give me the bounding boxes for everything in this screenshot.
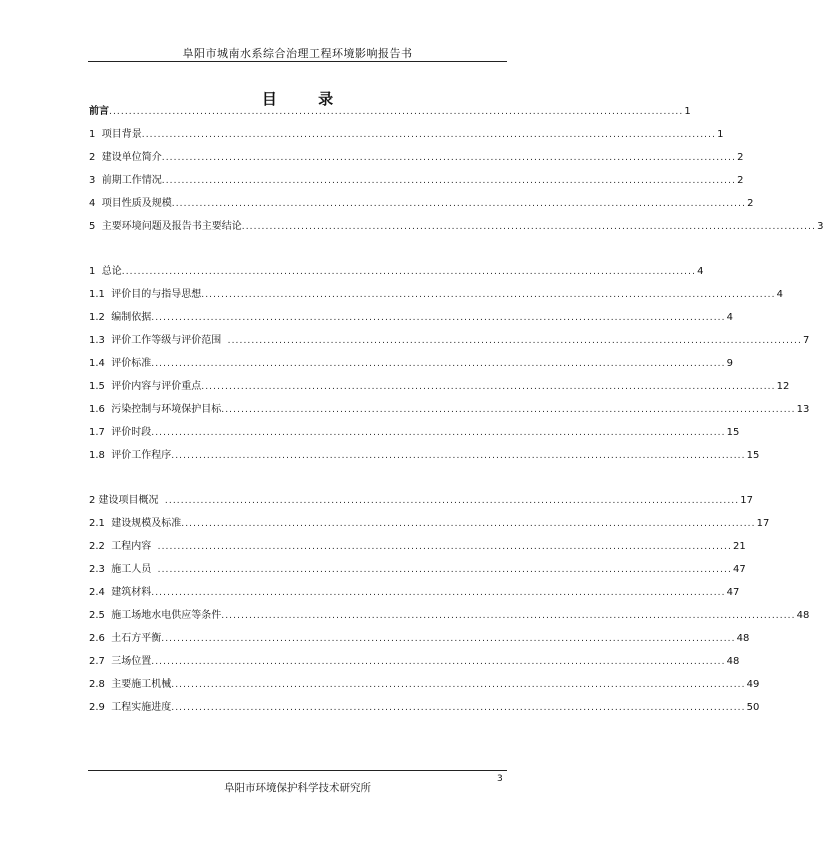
toc-entry[interactable] bbox=[89, 540, 746, 554]
toc-entry-page: 2 bbox=[737, 175, 744, 186]
toc-entry[interactable] bbox=[89, 128, 724, 142]
toc-leader-dots: ................................................................................................................................................. bbox=[151, 313, 726, 323]
toc-entry-label: 1.7 评价时段 bbox=[89, 427, 152, 438]
toc-entry-label: 2.5 施工场地水电供应等条件 bbox=[89, 610, 222, 621]
toc-entry[interactable] bbox=[89, 288, 783, 302]
toc-entry[interactable] bbox=[89, 357, 733, 371]
toc-entry-label: 2.4 建筑材料 bbox=[89, 587, 152, 598]
toc-entry-label: 4 项目性质及规模 bbox=[89, 198, 172, 209]
toc-entry-page: 12 bbox=[776, 381, 790, 392]
toc-leader-dots: ................................................................................................................................................. bbox=[151, 428, 726, 438]
toc-entry-label: 1.2 编制依据 bbox=[89, 312, 152, 323]
toc-entry-label: 5 主要环境问题及报告书主要结论 bbox=[89, 221, 242, 232]
toc-leader-dots: ................................................................................................................................................. bbox=[221, 405, 796, 415]
toc-entry-page: 1 bbox=[684, 106, 691, 117]
toc-leader-dots: ................................................................................................................................................. bbox=[151, 657, 726, 667]
toc-leader-dots: ................................................................................................................................................. bbox=[161, 176, 737, 186]
toc-leader-dots: ................................................................................................................................................. bbox=[201, 290, 776, 300]
toc-entry[interactable] bbox=[89, 655, 740, 669]
toc-entry-page: 13 bbox=[796, 404, 810, 415]
toc-entry-label: 前言 bbox=[89, 106, 109, 117]
footer-divider bbox=[88, 770, 507, 771]
toc-entry-label: 1.3 评价工作等级与评价范围 bbox=[89, 335, 228, 346]
toc-entry[interactable] bbox=[89, 265, 704, 279]
toc-leader-dots: ................................................................................................................................................. bbox=[151, 588, 726, 598]
toc-leader-dots: ................................................................................................................................................. bbox=[164, 496, 740, 506]
toc-entry[interactable] bbox=[89, 151, 744, 165]
toc-entry[interactable] bbox=[89, 701, 760, 715]
toc-entry-label: 1.4 评价标准 bbox=[89, 358, 152, 369]
toc-leader-dots: ................................................................................................................................................. bbox=[121, 267, 697, 277]
toc-entry[interactable] bbox=[89, 197, 754, 211]
toc-leader-dots: ................................................................................................................................................. bbox=[141, 130, 717, 140]
toc-entry-page: 48 bbox=[726, 656, 740, 667]
toc-leader-dots: ................................................................................................................................................. bbox=[171, 703, 746, 713]
toc-entry[interactable] bbox=[89, 105, 691, 119]
toc-entry[interactable] bbox=[89, 563, 746, 577]
toc-entry-label: 2.7 三场位置 bbox=[89, 656, 152, 667]
toc-entry-page: 7 bbox=[802, 335, 810, 346]
toc-entry[interactable] bbox=[89, 311, 733, 325]
toc-entry-page: 3 bbox=[817, 221, 823, 232]
toc-entry[interactable] bbox=[89, 449, 760, 463]
toc-entry-label: 2.2 工程内容 bbox=[89, 541, 158, 552]
toc-entry-page: 4 bbox=[776, 289, 783, 300]
toc-entry[interactable] bbox=[89, 517, 770, 531]
toc-entry[interactable] bbox=[89, 220, 823, 234]
toc-entry-label: 3 前期工作情况 bbox=[89, 175, 162, 186]
toc-leader-dots: ................................................................................................................................................. bbox=[171, 199, 747, 209]
toc-entry[interactable] bbox=[89, 174, 744, 188]
toc-leader-dots: ................................................................................................................................................. bbox=[241, 222, 817, 232]
toc-entry[interactable] bbox=[89, 380, 790, 394]
toc-entry-page: 2 bbox=[737, 152, 744, 163]
footer-organization: 阜阳市环境保护科学技术研究所 bbox=[224, 782, 371, 794]
toc-entry-page: 9 bbox=[726, 358, 733, 369]
toc-entry-label: 2 建设单位简介 bbox=[89, 152, 162, 163]
toc-leader-dots: ................................................................................................................................................. bbox=[161, 634, 736, 644]
toc-leader-dots: ................................................................................................................................................. bbox=[221, 611, 796, 621]
toc-entry-label: 2.8 主要施工机械 bbox=[89, 679, 172, 690]
toc-entry-page: 1 bbox=[717, 129, 724, 140]
toc-leader-dots: ................................................................................................................................................. bbox=[227, 336, 802, 346]
toc-entry-label: 2.1 建设规模及标准 bbox=[89, 518, 182, 529]
toc-leader-dots: ................................................................................................................................................. bbox=[181, 519, 756, 529]
toc-entry[interactable] bbox=[89, 403, 810, 417]
toc-entry[interactable] bbox=[89, 426, 740, 440]
toc-leader-dots: ................................................................................................................................................. bbox=[161, 153, 737, 163]
toc-entry-label: 1 总论 bbox=[89, 266, 122, 277]
header-divider bbox=[88, 61, 507, 62]
toc-leader-dots: ................................................................................................................................................. bbox=[201, 382, 776, 392]
toc-leader-dots: ................................................................................................................................................. bbox=[157, 565, 732, 575]
toc-entry[interactable] bbox=[89, 678, 760, 692]
toc-leader-dots: ................................................................................................................................................. bbox=[151, 359, 726, 369]
toc-leader-dots: ................................................................................................................................................. bbox=[109, 107, 684, 117]
toc-entry[interactable] bbox=[89, 609, 810, 623]
toc-entry-label: 1 项目背景 bbox=[89, 129, 142, 140]
toc-entry-page: 47 bbox=[726, 587, 740, 598]
toc-entry[interactable] bbox=[89, 586, 740, 600]
toc-entry-label: 1.1 评价目的与指导思想 bbox=[89, 289, 202, 300]
toc-entry-page: 48 bbox=[796, 610, 810, 621]
toc-entry[interactable] bbox=[89, 494, 753, 508]
toc-leader-dots: ................................................................................................................................................. bbox=[171, 451, 746, 461]
toc-entry-page: 17 bbox=[756, 518, 770, 529]
toc-entry-page: 49 bbox=[746, 679, 760, 690]
toc-entry-page: 15 bbox=[726, 427, 740, 438]
toc-entry-page: 48 bbox=[736, 633, 750, 644]
toc-entry-page: 15 bbox=[746, 450, 760, 461]
toc-entry-label: 1.5 评价内容与评价重点 bbox=[89, 381, 202, 392]
toc-heading: 目 录 bbox=[261, 90, 352, 108]
toc-entry-page: 21 bbox=[732, 541, 746, 552]
toc-entry-label: 2.3 施工人员 bbox=[89, 564, 158, 575]
toc-entry-label: 2 建设项目概况 bbox=[89, 495, 165, 506]
toc-entry-label: 1.8 评价工作程序 bbox=[89, 450, 172, 461]
toc-entry-label: 2.9 工程实施进度 bbox=[89, 702, 172, 713]
toc-entry-page: 50 bbox=[746, 702, 760, 713]
document-header-title: 阜阳市城南水系综合治理工程环境影响报告书 bbox=[182, 47, 413, 60]
toc-entry-page: 4 bbox=[697, 266, 704, 277]
page-number: 3 bbox=[497, 774, 503, 784]
toc-entry[interactable] bbox=[89, 632, 750, 646]
toc-entry-label: 2.6 土石方平衡 bbox=[89, 633, 162, 644]
toc-entry-page: 4 bbox=[726, 312, 733, 323]
toc-leader-dots: ................................................................................................................................................. bbox=[171, 680, 746, 690]
toc-entry-page: 17 bbox=[740, 495, 753, 506]
toc-entry-label: 1.6 污染控制与环境保护目标 bbox=[89, 404, 222, 415]
toc-leader-dots: ................................................................................................................................................. bbox=[157, 542, 732, 552]
toc-entry-page: 2 bbox=[747, 198, 754, 209]
toc-entry[interactable] bbox=[89, 334, 810, 348]
toc-entry-page: 47 bbox=[732, 564, 746, 575]
